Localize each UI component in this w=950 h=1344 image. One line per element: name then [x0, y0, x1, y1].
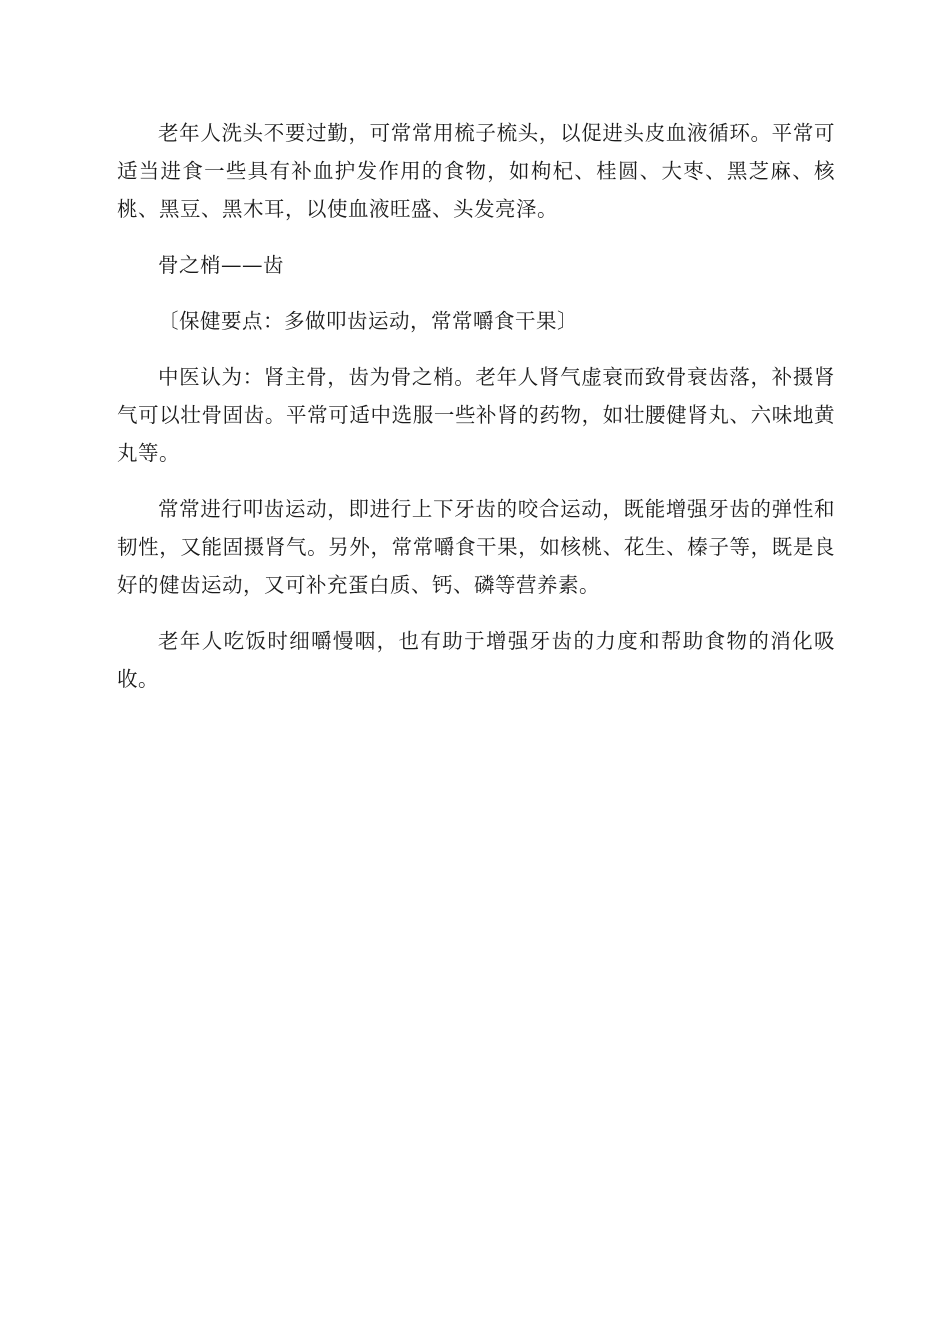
document-body: [117, 114, 835, 716]
section-key-points: 〔保健要点：多做叩齿运动，常常嚼食干果〕: [158, 309, 578, 333]
paragraph-teeth-exercise: 常常进行叩齿运动，即进行上下牙齿的咬合运动，既能增强牙齿的弹性和韧性，又能固摄肾气。另外，常常嚼食干果，如核桃、花生、榛子等，既是良好的健齿运动，又可补充蛋白质、钙、磷等营养素。: [117, 497, 835, 597]
paragraph-chewing: 老年人吃饭时细嚼慢咽，也有助于增强牙齿的力度和帮助食物的消化吸收。: [117, 629, 835, 691]
section-heading-teeth: 骨之梢——齿: [158, 253, 284, 277]
paragraph-tcm-kidney: 中医认为：肾主骨，齿为骨之梢。老年人肾气虚衰而致骨衰齿落，补摄肾气可以壮骨固齿。平常可适中选服一些补肾的药物，如壮腰健肾丸、六味地黄丸等。: [117, 365, 835, 465]
paragraph-hair-care: 老年人洗头不要过勤，可常常用梳子梳头，以促进头皮血液循环。平常可适当进食一些具有补血护发作用的食物，如枸杞、桂圆、大枣、黑芝麻、核桃、黑豆、黑木耳，以使血液旺盛、头发亮泽。: [117, 121, 835, 221]
